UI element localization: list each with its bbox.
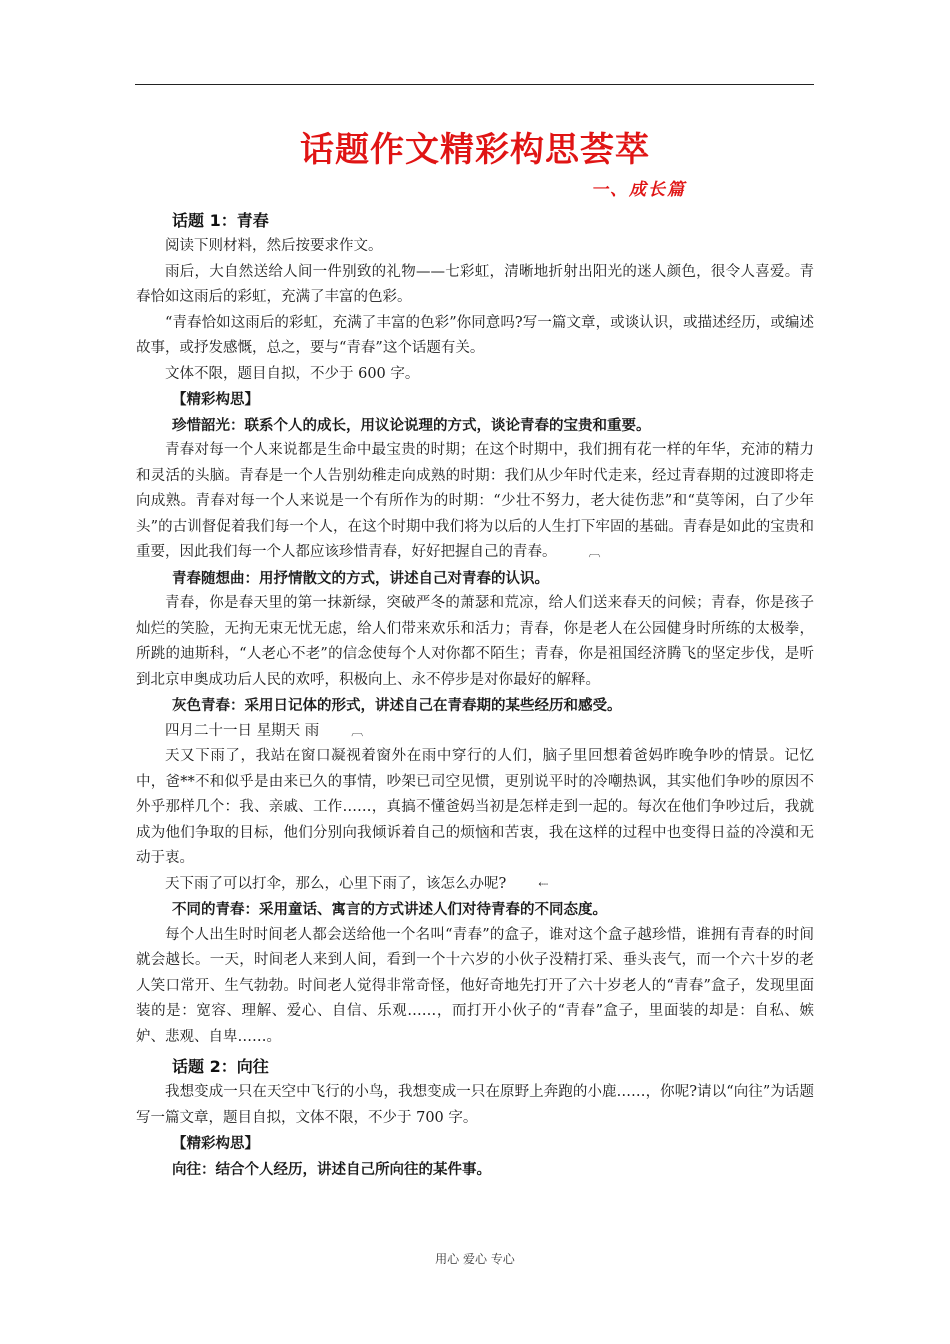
topic-2-prompt: 我想变成一只在天空中飞行的小鸟，我想变成一只在原野上奔跑的小鹿……，你呢?请以“向往”为话题写一篇文章，题目自拟，文体不限，不少于 700 字。 <box>136 1084 814 1126</box>
page-footer: 用心 爱心 专心 <box>435 1252 515 1266</box>
idea-4-title: 不同的青春：采用童话、寓言的方式讲述人们对待青春的不同态度。 <box>172 901 607 918</box>
paragraph-mark-icon: ︹ <box>588 545 601 559</box>
topic-2-heading: 话题 2：向往 <box>172 1057 269 1076</box>
paragraph-mark-icon: ︹ <box>351 723 364 738</box>
topic-1-heading: 话题 1：青春 <box>172 211 269 230</box>
idea-1-text: 青春对每一个人来说都是生命中最宝贵的时期；在这个时期中，我们拥有花一样的年华，充沛的精力和灵活的头脑。青春是一个人告别幼稚走向成熟的时期：我们从少年时代走来，经过青春期的过渡即将走向成熟。青春对每一个人来说是一个有所作为的时期：“少壮不努力，老大徒伤悲”和“莫等闲，白了少年头”的古训督促着我们每一个人，在这个时期中我们将为以后的人生打下牢固的基础。青春是如此的宝贵和重要，因此我们每一个人都应该珍惜青春，好好把握自己的青春。 ︹ <box>136 438 814 566</box>
paragraph-mark-icon: ⇠ <box>538 876 549 891</box>
document-body <box>136 128 814 1182</box>
idea-2-text: 青春，你是春天里的第一抹新绿，突破严冬的萧瑟和荒凉，给人们送来春天的问候；青春，你是孩子灿烂的笑脸，无拘无束无忧无虑，给人们带来欢乐和活力；青春，你是老人在公园健身时所练的太极拳，所跳的迪斯科，“人老心不老”的信念使每个人对你都不陌生；青春，你是祖国经济腾飞的坚定步伐，是听到北京申奥成功后人民的欢呼，积极向上、永不停步是对你最好的解释。 <box>136 595 814 688</box>
idea-2-title: 青春随想曲：用抒情散文的方式，讲述自己对青春的认识。 <box>172 569 549 587</box>
topic-1-requirement: 文体不限，题目自拟，不少于 600 字。 <box>165 365 420 382</box>
idea-3-date: 四月二十一日 星期天 雨 ︹ <box>136 719 814 745</box>
topic-2-idea-1-title: 向往：结合个人经历，讲述自己所向往的某件事。 <box>172 1160 491 1178</box>
header-rule <box>135 84 814 85</box>
idea-1-title: 珍惜韶光：联系个人的成长，用议论说理的方式，谈论青春的宝贵和重要。 <box>172 416 651 434</box>
topic-2-section-label: 【精彩构思】 <box>172 1135 259 1152</box>
topic-1-prompt: “青春恰如这雨后的彩虹，充满了丰富的色彩”你同意吗?写一篇文章，或谈认识，或描述经历，或编述故事，或抒发感慨，总之，要与“青春”这个话题有关。 <box>136 314 814 356</box>
idea-3-title: 灰色青春：采用日记体的形式，讲述自己在青春期的某些经历和感受。 <box>172 697 622 714</box>
idea-3-text-1: 天又下雨了，我站在窗口凝视着窗外在雨中穿行的人们，脑子里回想着爸妈昨晚争吵的情景。记忆中，爸**不和似乎是由来已久的事情，吵架已司空见惯，更别说平时的冷嘲热讽，其实他们争吵的原因不外乎那样几个：我、亲戚、工作……，真搞不懂爸妈当初是怎样走到一起的。每次在他们争吵过后，我就成为他们争取的目标，他们分别向我倾诉着自己的烦恼和苦衷，我在这样的过程中也变得日益的冷漠和无动于衷。 <box>136 748 814 866</box>
topic-1-instruction: 阅读下则材料，然后按要求作文。 <box>165 238 383 254</box>
topic-1-material: 雨后，大自然送给人间一件别致的礼物——七彩虹，清晰地折射出阳光的迷人颜色，很令人喜爱。青春恰如这雨后的彩虹，充满了丰富的色彩。 <box>136 263 814 305</box>
document-title: 话题作文精彩构思荟萃 <box>300 130 650 170</box>
section-subtitle: 一、成长篇 <box>591 180 686 200</box>
idea-4-text: 每个人出生时时间老人都会送给他一个名叫“青春”的盒子，谁对这个盒子越珍惜，谁拥有青春的时间就会越长。一天，时间老人来到人间，看到一个十六岁的小伙子没精打采、垂头丧气，而一个六十岁的老人笑口常开、生气勃勃。时间老人觉得非常奇怪，他好奇地先打开了六十岁老人的“青春”盒子，发现里面装的是：宽容、理解、爱心、自信、乐观……，而打开小伙子的“青春”盒子，里面装的却是：自私、嫉妒、悲观、自卑……。 <box>136 926 814 1045</box>
idea-3-text-2: 天下雨了可以打伞，那么，心里下雨了，该怎么办呢? ⇠ <box>136 872 814 898</box>
topic-1-section-label: 【精彩构思】 <box>172 391 259 408</box>
